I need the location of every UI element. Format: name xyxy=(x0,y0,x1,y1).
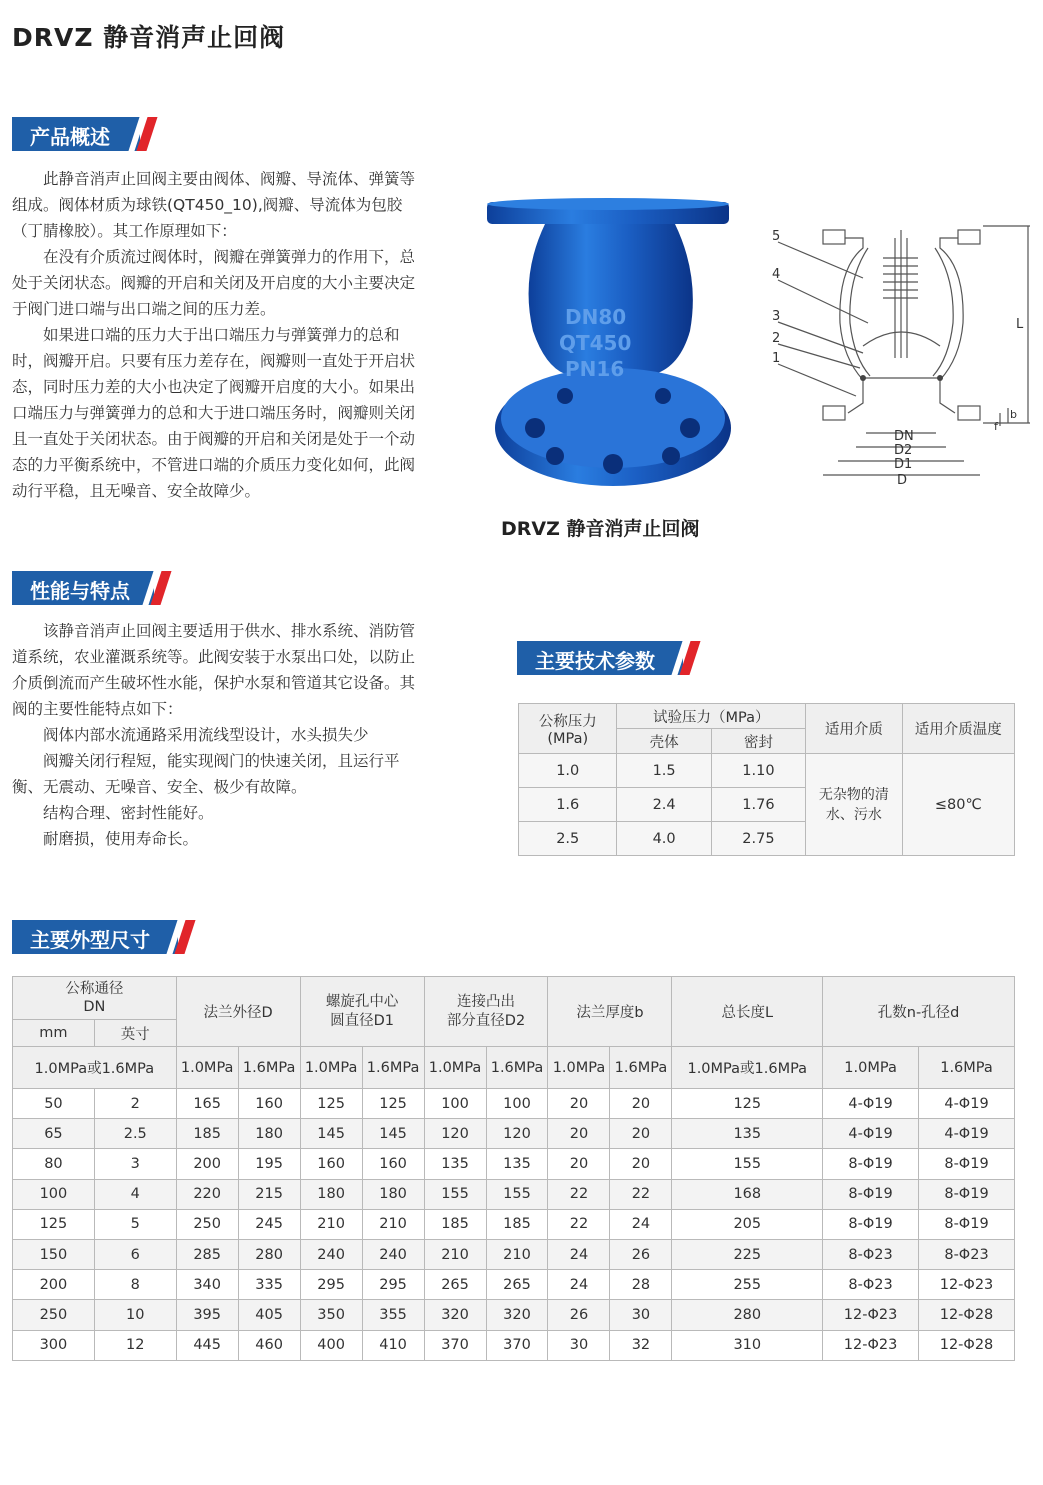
table-cell: 8-Φ19 xyxy=(823,1149,919,1179)
table-cell: 265 xyxy=(424,1270,486,1300)
features-item: 阀瓣关闭行程短，能实现阀门的快速关闭，且运行平衡、无震动、无噪音、安全、极少有故障。 xyxy=(12,752,400,796)
table-cell: 12 xyxy=(94,1330,176,1360)
part-label-3: 3 xyxy=(772,309,781,324)
table-cell: 320 xyxy=(424,1300,486,1330)
table-row: 1.0 1.5 1.10 无杂物的清水、污水 ≤80℃ xyxy=(519,754,1015,788)
th-flange-od: 法兰外径D xyxy=(176,977,300,1047)
table-cell: 8-Φ23 xyxy=(823,1270,919,1300)
table-cell: 400 xyxy=(300,1330,362,1360)
part-label-2: 2 xyxy=(772,331,781,346)
table-cell: 4-Φ19 xyxy=(823,1119,919,1149)
table-row: 1.6 2.4 1.76 xyxy=(519,788,1015,822)
table-cell: 120 xyxy=(486,1119,548,1149)
table-row xyxy=(13,1300,1015,1330)
table-cell: 300 xyxy=(13,1330,95,1360)
table-cell: 155 xyxy=(672,1149,823,1179)
table-cell: 135 xyxy=(486,1149,548,1179)
features-item: 阀体内部水流通路采用流线型设计，水头损失少 xyxy=(43,726,369,744)
table-cell: 180 xyxy=(362,1179,424,1209)
table-cell: 280 xyxy=(672,1300,823,1330)
table-cell: 5 xyxy=(94,1209,176,1239)
th-mm: mm xyxy=(13,1020,95,1047)
casting-material: QT450 xyxy=(559,331,632,355)
table-cell: 168 xyxy=(672,1179,823,1209)
overview-paragraph: 如果进口端的压力大于出口端压力与弹簧弹力的总和时，阀瓣开启。只要有压力差存在，阀瓣则一直处于开启状态，同时压力差的大小也决定了阀瓣开启度的大小。如果出口端压力与弹簧弹力的总和大于进口端压务时，阀瓣则关闭且一直处于关闭状态。由于阀瓣的开启和关闭是处于一个动态的力平衡系统中，不管进口端的介质压力变化如何，此阀动行平稳，且无噪音、安全故障少。 xyxy=(12,326,416,500)
table-cell: 150 xyxy=(13,1239,95,1269)
table-cell: 8-Φ23 xyxy=(823,1239,919,1269)
table-cell: 135 xyxy=(424,1149,486,1179)
table-cell: 12-Φ23 xyxy=(823,1300,919,1330)
product-caption: DRVZ 静音消声止回阀 xyxy=(501,518,700,540)
table-cell: 8 xyxy=(94,1270,176,1300)
table-cell: 155 xyxy=(486,1179,548,1209)
section-header-features xyxy=(12,571,172,605)
features-item: 结构合理、密封性能好。 xyxy=(43,804,214,822)
table-cell: 205 xyxy=(672,1209,823,1239)
section-header-dimensions xyxy=(12,920,197,954)
table-row: 2.5 4.0 2.75 xyxy=(519,822,1015,856)
table-cell: 8-Φ19 xyxy=(919,1149,1015,1179)
table-cell: 100 xyxy=(486,1089,548,1119)
table-cell: 180 xyxy=(238,1119,300,1149)
th-flange-thickness: 法兰厚度b xyxy=(548,977,672,1047)
table-cell: 210 xyxy=(486,1239,548,1269)
table-cell: 125 xyxy=(13,1209,95,1239)
table-cell: 310 xyxy=(672,1330,823,1360)
table-cell: 370 xyxy=(424,1330,486,1360)
table-cell: 120 xyxy=(424,1119,486,1149)
table-cell: 8-Φ19 xyxy=(823,1179,919,1209)
table-cell: 350 xyxy=(300,1300,362,1330)
table-cell: 255 xyxy=(672,1270,823,1300)
th-medium: 适用介质 xyxy=(806,704,902,754)
table-cell: 245 xyxy=(238,1209,300,1239)
pressure-row: 1.0MPa或1.6MPa 1.0MPa 1.6MPa 1.0MPa 1.6MPa 1.0MPa 1.6MPa 1.0MPa 1.6MPa 1.0MPa或1.6MPa 1.0MPa 1.6MPa xyxy=(13,1047,1015,1089)
table-cell: 24 xyxy=(610,1209,672,1239)
th-test-pressure: 试验压力（MPa） xyxy=(617,704,806,729)
temperature-value: ≤80℃ xyxy=(902,754,1014,856)
table-cell: 160 xyxy=(362,1149,424,1179)
table-cell: 340 xyxy=(176,1270,238,1300)
table-cell: 20 xyxy=(548,1119,610,1149)
th-bolt-circle: 螺旋孔中心 圆直径D1 xyxy=(300,977,424,1047)
table-cell: 285 xyxy=(176,1239,238,1269)
table-cell: 335 xyxy=(238,1270,300,1300)
table-cell: 26 xyxy=(548,1300,610,1330)
table-cell: 100 xyxy=(13,1179,95,1209)
table-cell: 240 xyxy=(362,1239,424,1269)
table-cell: 250 xyxy=(13,1300,95,1330)
table-cell: 135 xyxy=(672,1119,823,1149)
th-seal: 密封 xyxy=(711,729,805,754)
table-cell: 12-Φ28 xyxy=(919,1330,1015,1360)
table-cell: 200 xyxy=(176,1149,238,1179)
part-label-1: 1 xyxy=(772,351,781,366)
table-row xyxy=(13,1179,1015,1209)
features-text xyxy=(12,618,422,852)
th-holes: 孔数n-孔径d xyxy=(823,977,1015,1047)
table-cell: 4-Φ19 xyxy=(919,1119,1015,1149)
table-cell: 405 xyxy=(238,1300,300,1330)
table-row xyxy=(13,1270,1015,1300)
table-cell: 8-Φ19 xyxy=(823,1209,919,1239)
dim-label-dn: DN xyxy=(894,429,914,444)
section-title-dimensions: 主要外型尺寸 xyxy=(30,928,150,952)
features-item: 耐磨损，使用寿命长。 xyxy=(43,830,199,848)
medium-value: 无杂物的清水、污水 xyxy=(806,754,902,856)
table-cell: 4-Φ19 xyxy=(919,1089,1015,1119)
section-header-tech-params xyxy=(517,641,702,675)
table-cell: 295 xyxy=(300,1270,362,1300)
table-cell: 225 xyxy=(672,1239,823,1269)
section-title-overview: 产品概述 xyxy=(30,125,110,149)
th-temperature: 适用介质温度 xyxy=(902,704,1014,754)
table-cell: 4-Φ19 xyxy=(823,1089,919,1119)
table-cell: 24 xyxy=(548,1270,610,1300)
dim-label-b: b xyxy=(1010,408,1017,421)
dim-label-d2: D2 xyxy=(894,443,913,458)
table-cell: 28 xyxy=(610,1270,672,1300)
table-cell: 180 xyxy=(300,1179,362,1209)
table-row xyxy=(13,1209,1015,1239)
features-paragraph: 该静音消声止回阀主要适用于供水、排水系统、消防管道系统，农业灌溉系统等。此阀安装于水泵出口处，以防止介质倒流而产生破坏性水能，保护水泵和管道其它设备。其阀的主要性能特点如下： xyxy=(12,622,416,718)
table-cell: 125 xyxy=(672,1089,823,1119)
table-row xyxy=(13,1239,1015,1269)
table-cell: 265 xyxy=(486,1270,548,1300)
table-cell: 200 xyxy=(13,1270,95,1300)
table-cell: 20 xyxy=(610,1149,672,1179)
table-cell: 295 xyxy=(362,1270,424,1300)
th-shell: 壳体 xyxy=(617,729,711,754)
dim-label-f: f xyxy=(994,420,998,433)
table-cell: 145 xyxy=(300,1119,362,1149)
table-cell: 125 xyxy=(300,1089,362,1119)
table-cell: 160 xyxy=(238,1089,300,1119)
table-cell: 2.5 xyxy=(94,1119,176,1149)
table-cell: 185 xyxy=(424,1209,486,1239)
table-cell: 370 xyxy=(486,1330,548,1360)
th-dn: 公称通径 DN xyxy=(13,977,177,1020)
dim-label-l: L xyxy=(1016,317,1024,332)
casting-pn: PN16 xyxy=(565,357,625,381)
table-cell: 320 xyxy=(486,1300,548,1330)
overview-paragraph: 在没有介质流过阀体时，阀瓣在弹簧弹力的作用下，总处于关闭状态。阀瓣的开启和关闭及开启度的大小主要决定于阀门进口端与出口端之间的压力差。 xyxy=(12,248,416,318)
page-title: DRVZ 静音消声止回阀 xyxy=(12,23,286,52)
table-cell: 4 xyxy=(94,1179,176,1209)
table-cell: 445 xyxy=(176,1330,238,1360)
table-cell: 395 xyxy=(176,1300,238,1330)
table-cell: 8-Φ23 xyxy=(919,1239,1015,1269)
table-cell: 32 xyxy=(610,1330,672,1360)
table-cell: 8-Φ19 xyxy=(919,1209,1015,1239)
table-cell: 195 xyxy=(238,1149,300,1179)
section-header-overview xyxy=(12,117,152,151)
th-raised-face: 连接凸出 部分直径D2 xyxy=(424,977,548,1047)
th-nominal-pressure: 公称压力 (MPa) xyxy=(519,704,617,754)
tech-params-table xyxy=(518,703,1015,856)
table-cell: 20 xyxy=(610,1119,672,1149)
table-cell: 220 xyxy=(176,1179,238,1209)
dimensions-table xyxy=(12,976,1015,1361)
table-row xyxy=(13,1149,1015,1179)
table-cell: 10 xyxy=(94,1300,176,1330)
part-label-4: 4 xyxy=(772,267,781,282)
table-cell: 210 xyxy=(362,1209,424,1239)
table-cell: 30 xyxy=(610,1300,672,1330)
valve-photo xyxy=(485,196,755,496)
table-cell: 30 xyxy=(548,1330,610,1360)
table-cell: 50 xyxy=(13,1089,95,1119)
table-cell: 24 xyxy=(548,1239,610,1269)
table-cell: 280 xyxy=(238,1239,300,1269)
table-cell: 250 xyxy=(176,1209,238,1239)
table-cell: 12-Φ23 xyxy=(823,1330,919,1360)
table-cell: 210 xyxy=(424,1239,486,1269)
table-cell: 26 xyxy=(610,1239,672,1269)
table-cell: 80 xyxy=(13,1149,95,1179)
th-inch: 英寸 xyxy=(94,1020,176,1047)
th-length: 总长度L xyxy=(672,977,823,1047)
table-row xyxy=(13,1119,1015,1149)
table-cell: 145 xyxy=(362,1119,424,1149)
table-cell: 20 xyxy=(548,1089,610,1119)
table-cell: 125 xyxy=(362,1089,424,1119)
table-cell: 8-Φ19 xyxy=(919,1179,1015,1209)
table-cell: 185 xyxy=(176,1119,238,1149)
dim-label-d1: D1 xyxy=(894,457,913,472)
casting-dn: DN80 xyxy=(565,305,627,329)
table-cell: 3 xyxy=(94,1149,176,1179)
section-title-features: 性能与特点 xyxy=(30,579,130,603)
table-cell: 355 xyxy=(362,1300,424,1330)
table-cell: 160 xyxy=(300,1149,362,1179)
table-cell: 12-Φ28 xyxy=(919,1300,1015,1330)
table-cell: 20 xyxy=(610,1089,672,1119)
dim-label-d: D xyxy=(897,473,908,488)
table-cell: 22 xyxy=(548,1179,610,1209)
table-cell: 65 xyxy=(13,1119,95,1149)
part-label-5: 5 xyxy=(772,229,781,244)
table-cell: 460 xyxy=(238,1330,300,1360)
table-row xyxy=(13,1089,1015,1119)
valve-section-diagram xyxy=(768,218,1038,488)
table-row xyxy=(13,1330,1015,1360)
table-cell: 22 xyxy=(548,1209,610,1239)
overview-text xyxy=(12,166,422,504)
table-cell: 2 xyxy=(94,1089,176,1119)
table-cell: 410 xyxy=(362,1330,424,1360)
table-cell: 100 xyxy=(424,1089,486,1119)
table-cell: 20 xyxy=(548,1149,610,1179)
table-cell: 155 xyxy=(424,1179,486,1209)
section-title-tech-params: 主要技术参数 xyxy=(535,649,655,673)
table-cell: 215 xyxy=(238,1179,300,1209)
table-cell: 22 xyxy=(610,1179,672,1209)
table-cell: 185 xyxy=(486,1209,548,1239)
table-cell: 12-Φ23 xyxy=(919,1270,1015,1300)
table-cell: 6 xyxy=(94,1239,176,1269)
overview-paragraph: 此静音消声止回阀主要由阀体、阀瓣、导流体、弹簧等组成。阀体材质为球铁(QT450_10),阀瓣、导流体为包胶（丁腈橡胶）。其工作原理如下： xyxy=(12,170,416,240)
table-cell: 165 xyxy=(176,1089,238,1119)
table-cell: 240 xyxy=(300,1239,362,1269)
table-cell: 210 xyxy=(300,1209,362,1239)
